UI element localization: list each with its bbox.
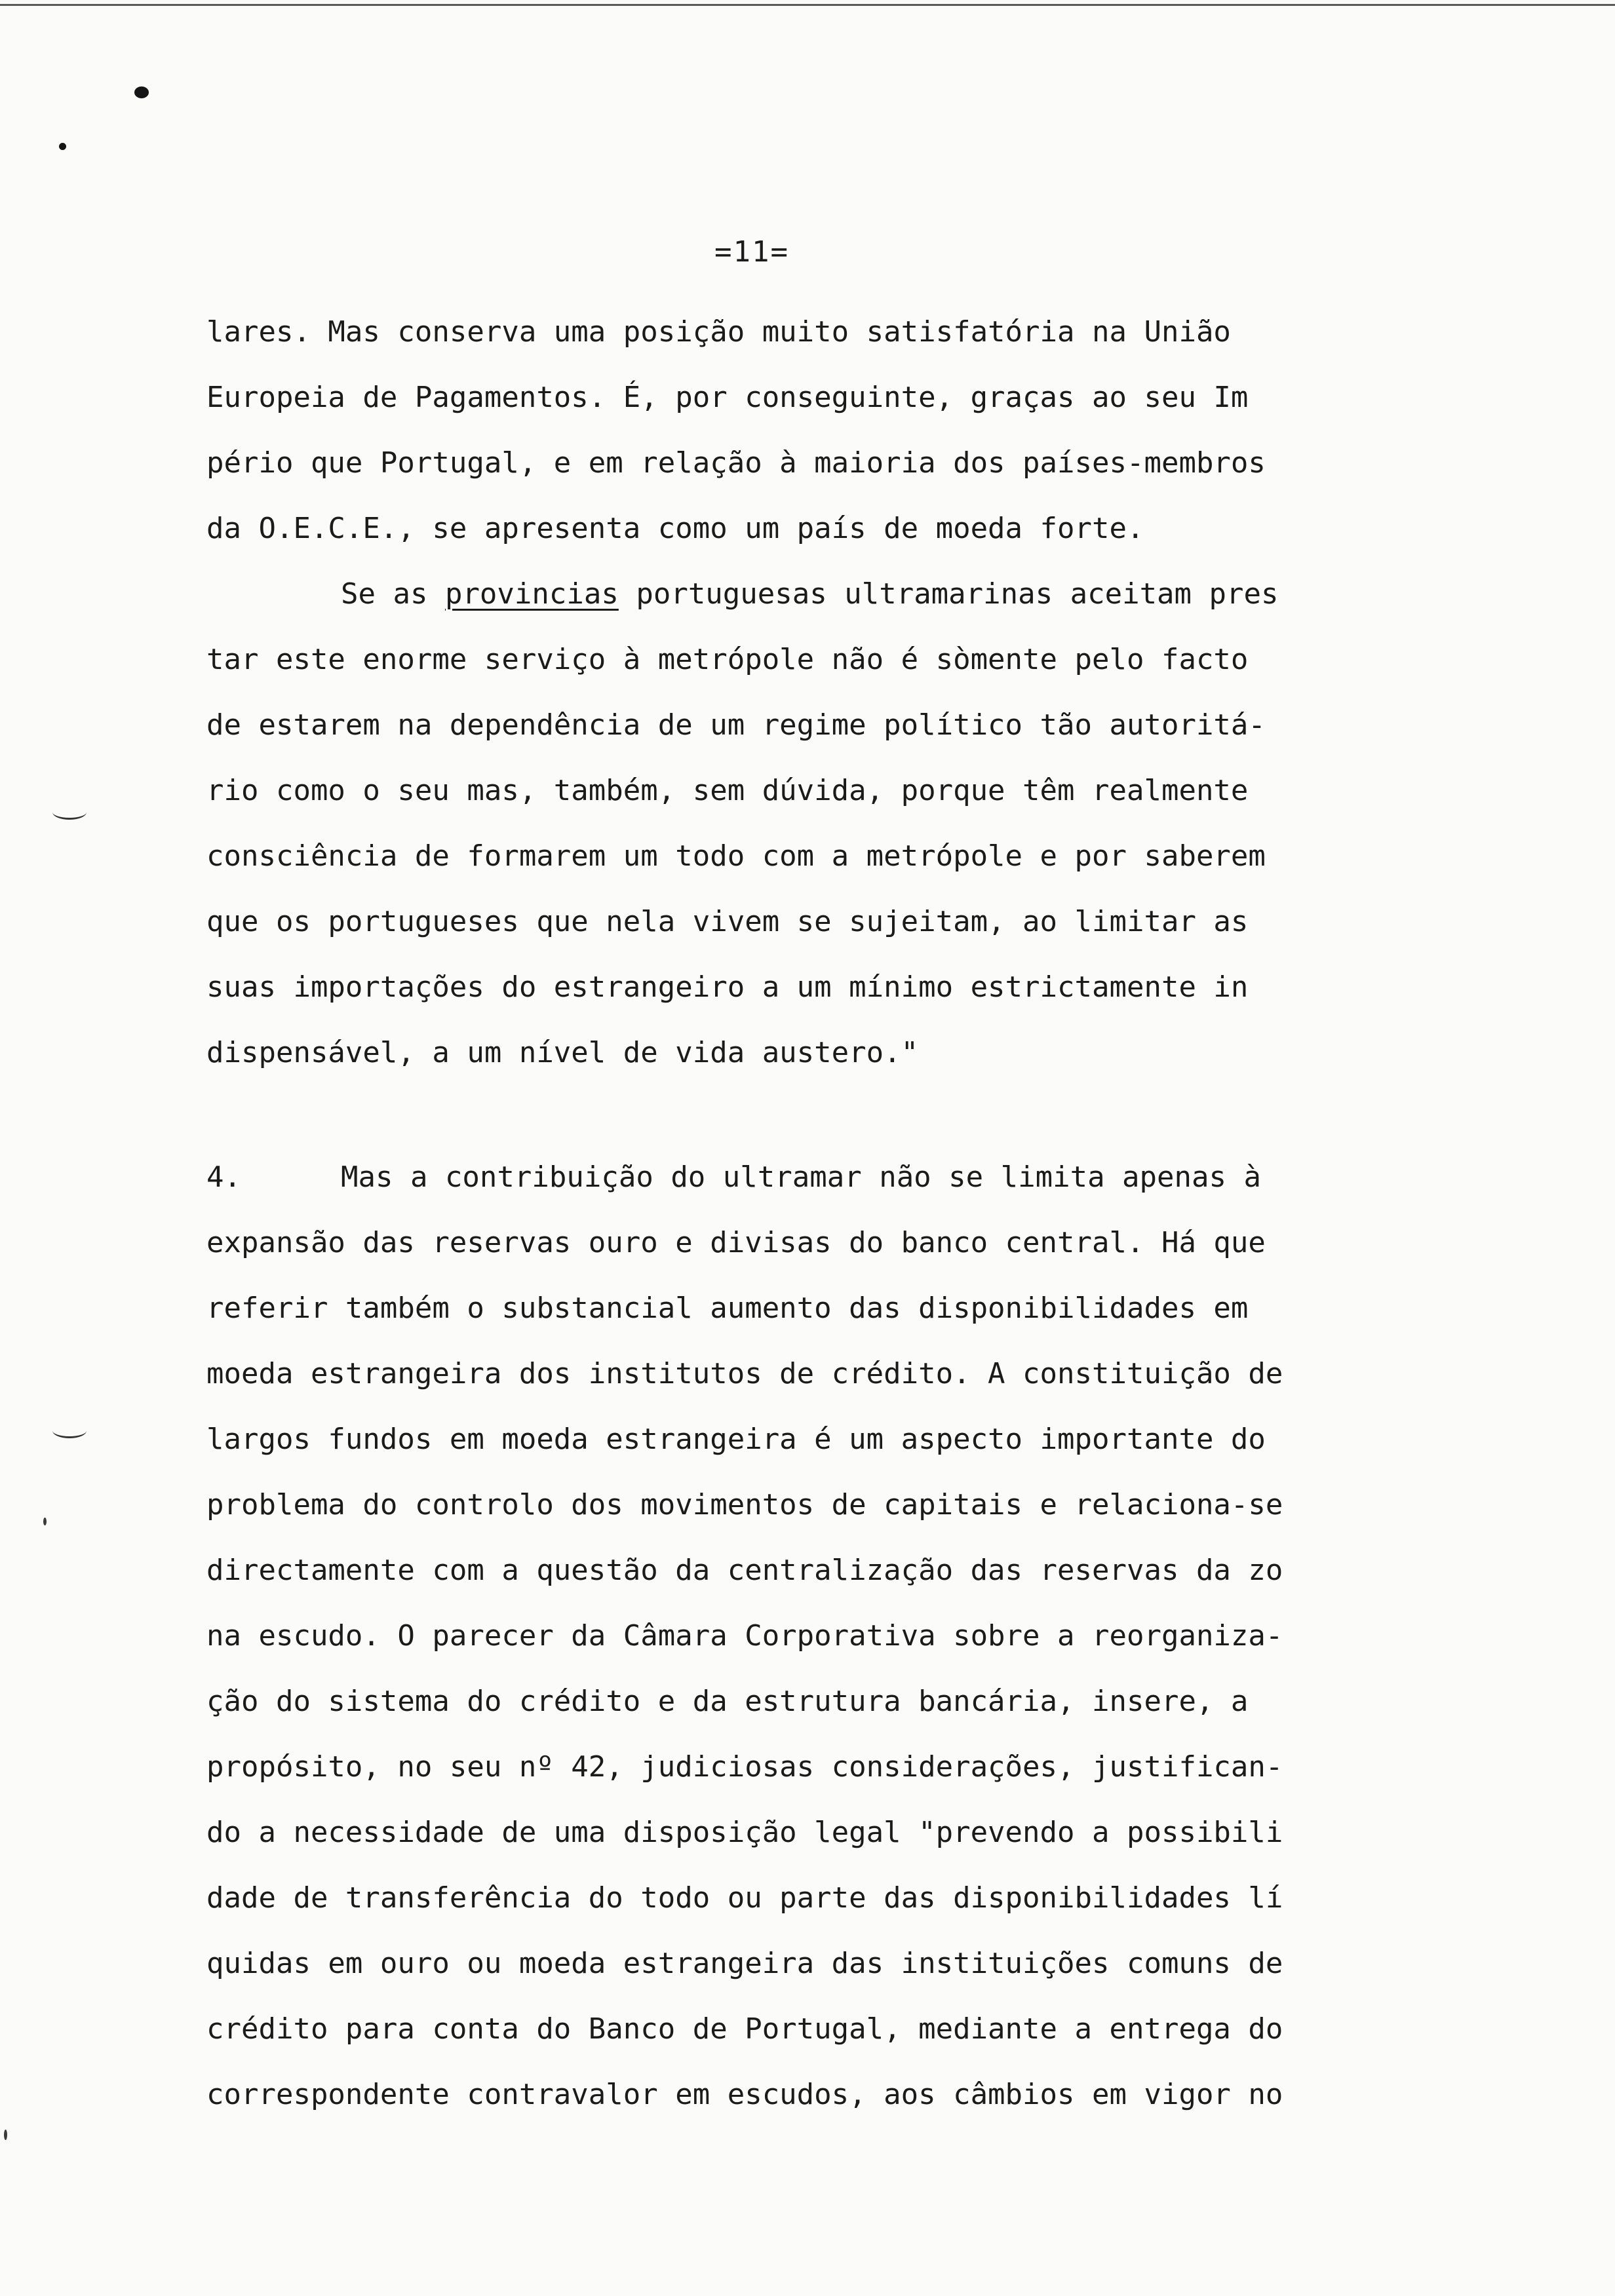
text-line: quidas em ouro ou moeda estrangeira das instituições comuns de [206, 1947, 1283, 1980]
text-line: que os portugueses que nela vivem se sujeitam, ao limitar as [206, 905, 1249, 938]
text-line: pério que Portugal, e em relação à maioria dos países-membros [206, 446, 1266, 480]
text-line: dispensável, a um nível de vida austero." [206, 1036, 919, 1069]
paragraph-first-line [341, 573, 1439, 615]
text-line: correspondente contravalor em escudos, aos câmbios em vigor no [206, 2078, 1283, 2111]
text-line: moeda estrangeira dos institutos de crédito. A constituição de [206, 1357, 1283, 1390]
text-span: Se as [341, 577, 445, 611]
margin-dot-mark [43, 1518, 47, 1525]
text-line: lares. Mas conserva uma posição muito satisfatória na União [206, 315, 1231, 349]
text-line: de estarem na dependência de um regime político tão autoritá- [206, 708, 1266, 742]
text-line: suas importações do estrangeiro a um mínimo estrictamente in [206, 970, 1249, 1004]
section-number: 4. [206, 1160, 241, 1194]
text-line: directamente com a questão da centralização das reservas da zo [206, 1554, 1283, 1587]
text-span: portuguesas ultramarinas aceitam pres [618, 577, 1279, 611]
ink-blot-mark [134, 86, 149, 98]
text-line: largos fundos em moeda estrangeira é um aspecto importante do [206, 1423, 1266, 1456]
paragraph-first-line: Mas a contribuição do ultramar não se limita apenas à [341, 1160, 1261, 1194]
text-line: da O.E.C.E., se apresenta como um país de moeda forte. [206, 512, 1144, 545]
margin-tick-mark [52, 805, 87, 820]
text-line: dade de transferência do todo ou parte das disponibilidades lí [206, 1881, 1283, 1915]
text-line: do a necessidade de uma disposição legal "prevendo a possibili [206, 1816, 1283, 1849]
text-line: rio como o seu mas, também, sem dúvida, porque têm realmente [206, 774, 1249, 807]
page-number: =11= [714, 235, 789, 269]
margin-dot-mark [4, 2130, 7, 2140]
text-line: tar este enorme serviço à metrópole não é sòmente pelo facto [206, 643, 1249, 676]
text-line: crédito para conta do Banco de Portugal, mediante a entrega do [206, 2012, 1283, 2046]
underlined-word: provincias [444, 577, 619, 611]
text-line: na escudo. O parecer da Câmara Corporativa sobre a reorganiza- [206, 1619, 1283, 1653]
text-line: propósito, no seu nº 42, judiciosas considerações, justifican- [206, 1750, 1283, 1784]
text-line: expansão das reservas ouro e divisas do banco central. Há que [206, 1226, 1266, 1259]
text-line: referir também o substancial aumento das disponibilidades em [206, 1292, 1249, 1325]
margin-tick-mark [52, 1423, 87, 1438]
ink-dot-mark [59, 143, 66, 150]
text-line: Europeia de Pagamentos. É, por conseguinte, graças ao seu Im [206, 381, 1249, 414]
text-line: ção do sistema do crédito e da estrutura bancária, insere, a [206, 1685, 1249, 1718]
top-border-rule [0, 4, 1615, 6]
text-line: consciência de formarem um todo com a metrópole e por saberem [206, 839, 1266, 873]
text-line: problema do controlo dos movimentos de capitais e relaciona-se [206, 1488, 1283, 1521]
